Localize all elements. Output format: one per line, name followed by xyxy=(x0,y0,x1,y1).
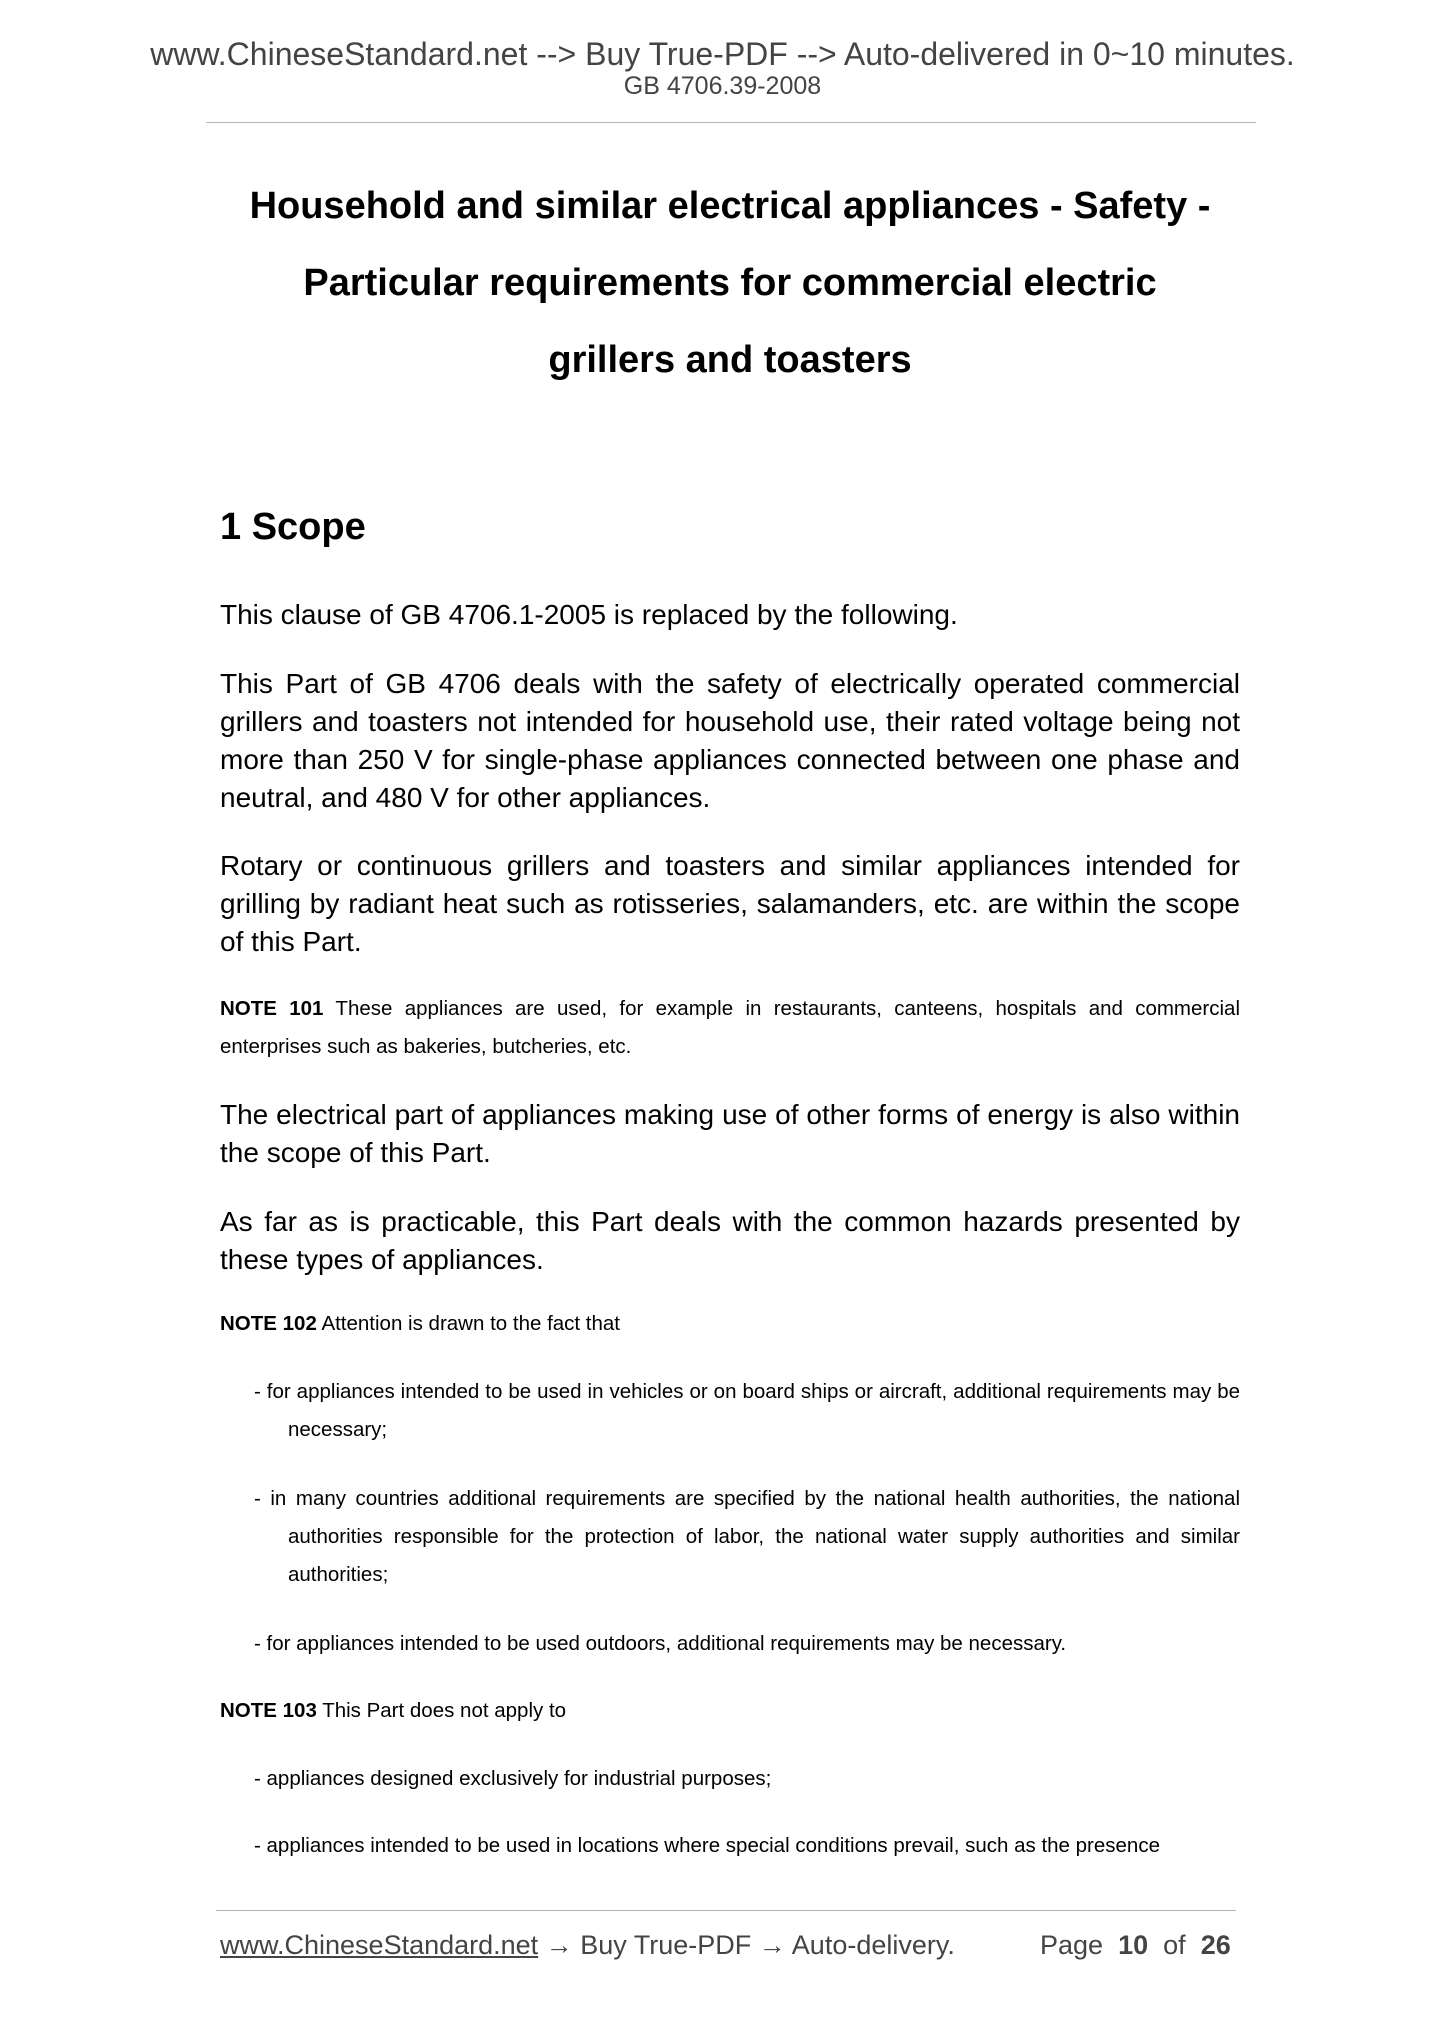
arrow-right-icon: → xyxy=(758,1930,786,1960)
note-103 xyxy=(220,1692,1240,1730)
paragraph-5: As far as is practicable, this Part deals with the common hazards presented by these types of appliances. xyxy=(220,1206,1240,1275)
note-101-label: NOTE 101 xyxy=(220,997,324,1020)
page-label: Page xyxy=(1040,1930,1104,1960)
note-102-item: - for appliances intended to be used in vehicles or on board ships or aircraft, additional requirements may be necessary; xyxy=(254,1380,1240,1441)
document-id: GB 4706.39-2008 xyxy=(623,72,822,100)
page-of-label: of xyxy=(1163,1930,1186,1960)
document-title xyxy=(200,168,1260,399)
footer-divider xyxy=(216,1910,1236,1911)
paragraph-1: This clause of GB 4706.1-2005 is replaced by the following. xyxy=(220,599,958,630)
note-102-label: NOTE 102 xyxy=(220,1312,317,1335)
note-102 xyxy=(220,1305,1240,1343)
note-102-item: - in many countries additional requirements are specified by the national health authorities, the national authorities responsible for the protection of labor, the national water supply authorities and similar authorities; xyxy=(254,1487,1240,1586)
footer-link[interactable]: www.ChineseStandard.net xyxy=(220,1930,539,1960)
header-banner: www.ChineseStandard.net --> Buy True-PDF --> Auto-delivered in 0~10 minutes. xyxy=(150,36,1295,72)
page-total: 26 xyxy=(1200,1930,1231,1960)
paragraph-2: This Part of GB 4706 deals with the safety of electrically operated commercial grillers and toasters not intended for household use, their rated voltage being not more than 250 V for single-phase appliances connected between one phase and neutral, and 480 V for other appliances. xyxy=(220,668,1240,813)
section-heading: 1 Scope xyxy=(220,506,366,548)
arrow-right-icon: → xyxy=(545,1930,573,1960)
paragraph-3: Rotary or continuous grillers and toasters and similar appliances intended for grilling by radiant heat such as rotisseries, salamanders, etc. are within the scope of this Part. xyxy=(220,850,1240,957)
footer-auto-text: Auto-delivery. xyxy=(791,1930,955,1960)
note-103-label: NOTE 103 xyxy=(220,1699,317,1722)
page-number: 10 xyxy=(1118,1930,1149,1960)
title-line-1: Household and similar electrical appliances - Safety - xyxy=(249,185,1211,227)
footer-buy-text: Buy True-PDF xyxy=(580,1930,752,1960)
note-103-item: - appliances intended to be used in locations where special conditions prevail, such as the presence xyxy=(254,1834,1160,1857)
footer-promo xyxy=(220,1932,955,1959)
page-indicator xyxy=(1040,1932,1231,1959)
note-101 xyxy=(220,990,1240,1066)
note-103-text: This Part does not apply to xyxy=(322,1699,567,1722)
note-101-text: These appliances are used, for example in restaurants, canteens, hospitals and commercial enterprises such as bakeries, butcheries, etc. xyxy=(220,997,1240,1058)
title-line-3: grillers and toasters xyxy=(548,339,912,381)
note-102-item: - for appliances intended to be used outdoors, additional requirements may be necessary. xyxy=(254,1632,1067,1655)
header-divider xyxy=(206,122,1256,123)
note-103-item: - appliances designed exclusively for industrial purposes; xyxy=(254,1767,772,1790)
paragraph-4: The electrical part of appliances making use of other forms of energy is also within the scope of this Part. xyxy=(220,1099,1240,1168)
title-line-2: Particular requirements for commercial electric xyxy=(303,262,1157,304)
note-102-text: Attention is drawn to the fact that xyxy=(321,1312,620,1335)
